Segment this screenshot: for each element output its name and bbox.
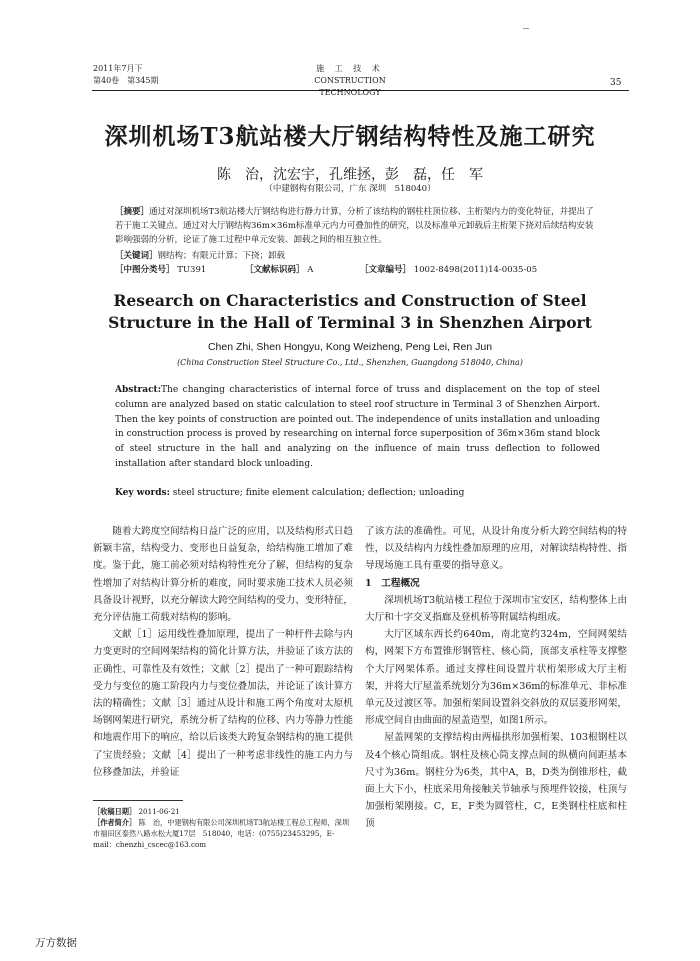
watermark-text: 万方数据 xyxy=(35,937,77,949)
keywords-en-label: Key words: xyxy=(115,488,170,498)
article-number: ［文章编号］ 1002-8498(2011)14-0035-05 xyxy=(360,265,538,275)
body-paragraph: 文献［1］运用线性叠加原理，提出了一种杆件去除与内力变更时的空间网架结构的简化计算方法，并验证了该方法的正确性、可靠性及有效性；文献［2］提出了一种可跟踪结构受力与变位的施工阶段内力与变位叠加法，并论证了该计算方法的精确性；文献［3］通过从设计和施工两个角度对太原机场钢网架进行研究，系统分析了结构的位移、内力等静力性能和地震作用下的响应，给以后该类大跨复杂钢结构的施工提供了宝贵经验；文献［4］提出了一种考虑非线性的施工内力与位移叠加法，并验证 xyxy=(93,629,353,778)
author-bio: ［作者简介］ 陈 治，中建钢构有限公司深圳机场T3航站楼工程总工程师，深圳市福田区泰然八路水松大厦17层 518040，电话：(0755)23453295，E-mail：chenzhi_cscec@163.com xyxy=(93,818,350,849)
abstract-cn-text: 通过对深圳机场T3航站楼大厅钢结构进行静力计算，分析了该结构的钢柱柱顶位移、主桁架内力的变化特征，并提出了若干施工关键点。通过对大厅钢结构36m×36m标准单元内力可叠加性的研究，以及标准单元卸载后主桁架下挠对后续结构安装影响强弱的分析，论证了施工过程中单元安装、卸载之间的相互独立性。 xyxy=(115,207,594,245)
running-header-left xyxy=(93,63,158,87)
authors-en: Chen Zhi, Shen Hongyu, Kong Weizheng, Peng Lei, Ren Jun xyxy=(207,341,493,353)
abstract-en-text: The changing characteristics of internal force of truss and displacement on the top of steel column are analyzed based on static calculation to steel roof structure in Terminal 3 of Shenzhen Airport. Then the key points of construction are pointed out. The independence of units installation and unloading in construction process is proved by researching on internal force superposition of 36m×36m stand block of steel structure in the hall and analyzing on the influence of main truss deflection to followed installation after standard block unloading. xyxy=(115,385,600,469)
keywords-en-text: steel structure; finite element calculation; deflection; unloading xyxy=(172,488,465,498)
received-date: ［收稿日期］ 2011-06-21 xyxy=(93,807,180,816)
section-heading: 1 工程概况 xyxy=(365,577,420,589)
running-header-journal xyxy=(290,63,410,99)
abstract-en xyxy=(115,383,600,472)
clc-code: ［中图分类号］ TU391 xyxy=(115,265,207,275)
authors-cn: 陈 治，沈宏宇，孔维拯，彭 磊，任 军 xyxy=(217,167,483,183)
scan-mark xyxy=(523,28,529,29)
body-column-left xyxy=(93,523,353,781)
page-number: 35 xyxy=(610,78,622,88)
affiliation-en: (China Construction Steel Structure Co., Ltd., Shenzhen, Guangdong 518040, China) xyxy=(177,358,523,367)
issue-date: 2011年7月下 xyxy=(93,64,143,73)
document-code: ［文献标识码］ A xyxy=(245,265,314,275)
abstract-en-label: Abstract: xyxy=(115,385,162,395)
body-paragraph: 大厅区域东西长约640m，南北宽约324m，空间网架结构，网架下方布置锥形钢管柱、核心筒，顶部支承柱等支撑整个大厅网架体系。通过支撑柱间设置片状桁架形成大厅主桁架，并将大厅屋盖系统划分为36m×36m的标准单元、非标准单元及过渡区等。加强桁架间设置斜交斜放的双层菱形网架，形成空间自由曲面的屋盖造型，如图1所示。 xyxy=(365,629,627,727)
journal-name-en: CONSTRUCTION TECHNOLOGY xyxy=(314,76,386,97)
body-paragraph: 深圳机场T3航站楼工程位于深圳市宝安区，结构整体上由大厅和十字交叉指廊及登机桥等附属结构组成。 xyxy=(365,594,627,624)
title-cn: 深圳机场T3航站楼大厅钢结构特性及施工研究 xyxy=(104,123,596,150)
header-rule xyxy=(92,90,629,91)
journal-name-cn: 施 工 技 术 xyxy=(316,64,384,73)
abstract-cn-label: ［摘要］ xyxy=(115,207,150,217)
affiliation-cn: （中建钢构有限公司，广东 深圳 518040） xyxy=(264,184,436,194)
footnote xyxy=(93,806,355,850)
body-column-right xyxy=(365,523,627,833)
keywords-en xyxy=(115,488,600,498)
body-paragraph: 屋盖网架的支撑结构由两榀拱形加强桁架、103根钢柱以及4个核心筒组成。钢柱及核心筒支撑点间的纵横向间距基本尺寸为36m。钢柱分为6类，其中A，B，D类为倒锥形柱，截面上大下小，柱底采用角接触关节轴承与预埋件铰接，柱顶与加强桁架刚接。C，E，F类为圆管柱，C，E类钢柱柱底和柱顶 xyxy=(365,732,627,830)
keywords-cn-label: ［关键词］ xyxy=(115,251,158,261)
footnote-rule xyxy=(93,800,183,801)
issue-volume: 第40卷 第345期 xyxy=(93,76,159,85)
classification-row xyxy=(115,263,600,277)
body-paragraph: 随着大跨度空间结构日益广泛的应用，以及结构形式日趋新颖丰富，结构受力、变形也日益复杂，给结构施工增加了难度。鉴于此，施工前必须对结构特性充分了解，但结构的复杂性增加了对结构计算分析的难度，同时要求施工技术人员必须具备设计视野，以充分解读大跨空间结构的受力、变形特征，充分评估施工荷载对结构的影响。 xyxy=(93,526,353,624)
keywords-cn-text: 钢结构；有限元计算；下挠；卸载 xyxy=(157,251,286,261)
body-paragraph: 了该方法的准确性。可见，从设计角度分析大跨空间结构的特性，以及结构内力线性叠加原理的应用，对解读结构特性、指导现场施工具有重要的指导意义。 xyxy=(365,526,627,572)
keywords-cn xyxy=(115,249,600,263)
abstract-cn xyxy=(115,205,600,247)
title-en: Research on Characteristics and Construction of Steel Structure in the Hall of Terminal 3 in Shenzhen Airport xyxy=(108,291,592,332)
